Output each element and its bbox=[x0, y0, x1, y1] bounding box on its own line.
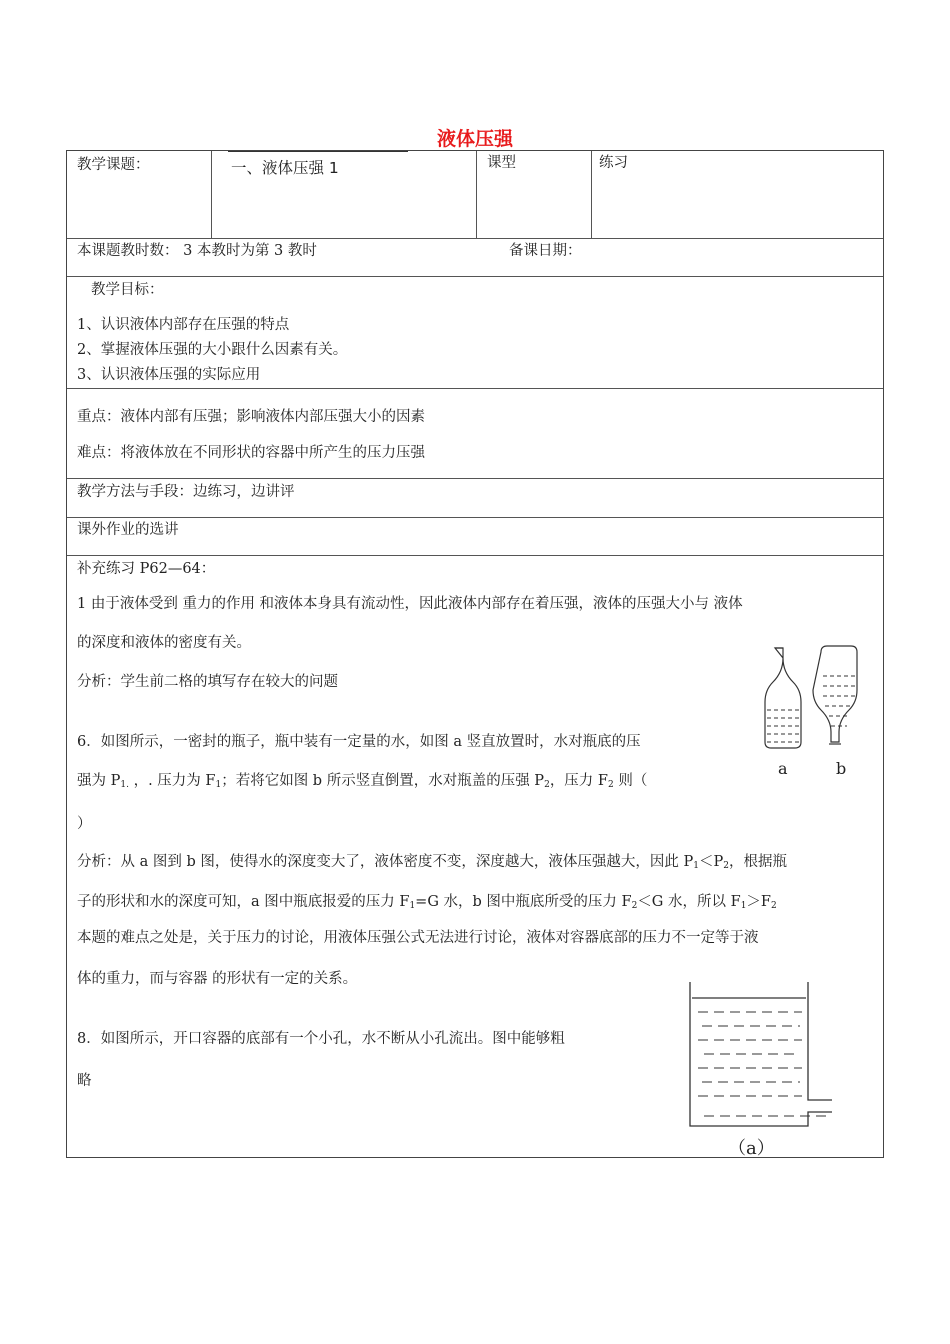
row-divider bbox=[67, 276, 883, 277]
question-1-line: 1 由于液体受到 重力的作用 和液体本身具有流动性，因此液体内部存在着压强，液体的压强大小与 液体 bbox=[77, 596, 743, 612]
objectives-heading: 教学目标： bbox=[91, 282, 164, 298]
objective-item: 2、掌握液体压强的大小跟什么因素有关。 bbox=[77, 342, 348, 358]
analysis-1: 分析：学生前二格的填写存在较大的问题 bbox=[77, 674, 338, 690]
question-6-line: ） bbox=[77, 816, 92, 832]
row-divider bbox=[67, 238, 883, 239]
row-divider bbox=[67, 517, 883, 518]
container-label: （a） bbox=[728, 1138, 775, 1159]
row-divider bbox=[67, 478, 883, 479]
question-6-line: 6．如图所示，一密封的瓶子，瓶中装有一定量的水，如图 a 竖直放置时，水对瓶底的压 bbox=[77, 734, 641, 750]
question-8-line: 略 bbox=[77, 1073, 92, 1089]
homework-text: 课外作业的选讲 bbox=[77, 522, 179, 538]
question-8-line: 8．如图所示，开口容器的底部有一个小孔，水不断从小孔流出。图中能够粗 bbox=[77, 1031, 565, 1047]
bottle-label-b: b bbox=[836, 759, 847, 778]
topic-value: 一、液体压强 1 bbox=[231, 159, 339, 177]
bottle-label-a: a bbox=[778, 759, 788, 778]
hours-text: 本课题教时数： 3 本教时为第 3 教时 bbox=[77, 243, 317, 259]
topic-label: 教学课题： bbox=[77, 157, 150, 173]
column-divider bbox=[211, 151, 212, 238]
difficulty-note-line: 体的重力，而与容器 的形状有一定的关系。 bbox=[77, 971, 358, 987]
bottle-figure bbox=[755, 640, 865, 780]
bottle-b bbox=[813, 646, 857, 742]
objective-item: 3、认识液体压强的实际应用 bbox=[77, 367, 261, 383]
container-figure bbox=[684, 978, 844, 1160]
type-label: 课型 bbox=[487, 155, 516, 171]
analysis-6-line: 分析：从 a 图到 b 图，使得水的深度变大了，液体密度不变，深度越大，液体压强越大，因此 $P_1<P_2$，根据瓶 bbox=[77, 854, 787, 871]
method-text: 教学方法与手段：边练习，边讲评 bbox=[77, 484, 295, 500]
objective-item: 1、认识液体内部存在压强的特点 bbox=[77, 317, 290, 333]
prep-date-label: 备课日期： bbox=[509, 243, 582, 259]
row-divider bbox=[67, 388, 883, 389]
column-divider bbox=[591, 151, 592, 238]
page-title: 液体压强 bbox=[436, 128, 513, 150]
analysis-6-line: 子的形状和水的深度可知，a 图中瓶底报爱的压力 $F_1=G$ 水，b 图中瓶底所受的压力 $F_2<G$ 水，所以 $F_1>F_2$ bbox=[77, 894, 777, 911]
difficulty-note-line: 本题的难点之处是，关于压力的讨论，用液体压强公式无法进行讨论，液体对容器底部的压力不一定等于液 bbox=[77, 930, 759, 946]
question-1-line: 的深度和液体的密度有关。 bbox=[77, 635, 251, 651]
question-6-line: 强为 $P_{1.}$ ，. 压力为 $F_1$；若将它如图 b 所示竖直倒置，水对瓶盖的压强 $P_2$，压力 $F_2$ 则（ bbox=[77, 773, 648, 790]
focus-text: 重点：液体内部有压强；影响液体内部压强大小的因素 bbox=[77, 409, 425, 425]
type-value: 练习 bbox=[599, 155, 628, 171]
supplement-heading: 补充练习 P62—64： bbox=[77, 561, 216, 577]
difficulty-text: 难点：将液体放在不同形状的容器中所产生的压力压强 bbox=[77, 445, 425, 461]
row-divider bbox=[67, 555, 883, 556]
column-divider bbox=[476, 151, 477, 238]
bottle-a bbox=[765, 648, 801, 748]
